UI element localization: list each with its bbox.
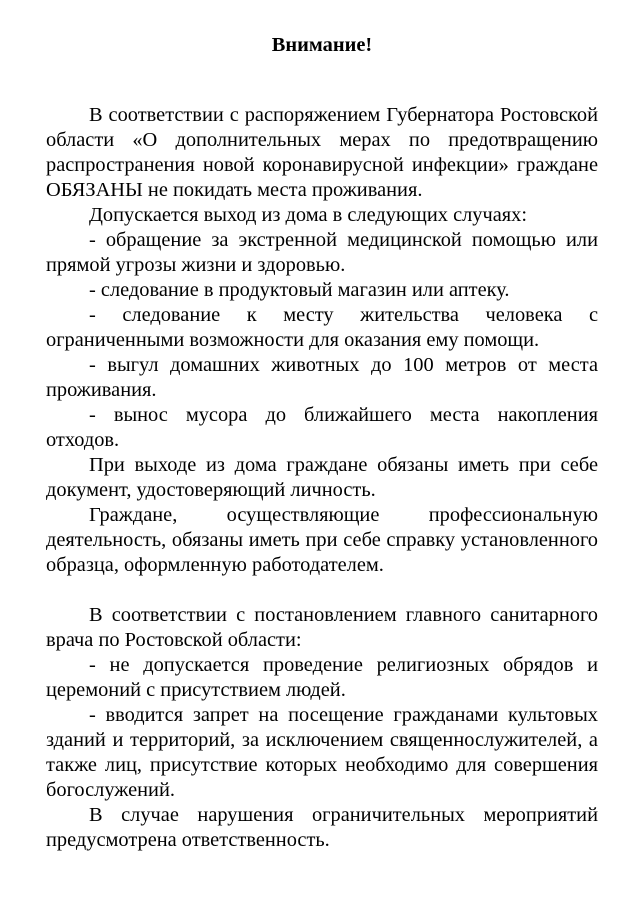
exit-case-medical: - обращение за экстренной медицинской помощью или прямой угрозы жизни и здоровью. [46, 229, 598, 276]
religious-ceremonies-ban: - не допускается проведение религиозных обрядов и церемоний с присутствием людей. [46, 654, 598, 701]
exit-case-shop: - следование в продуктовый магазин или аптеку. [89, 279, 510, 301]
exit-case-pets: - выгул домашних животных до 100 метров от места проживания. [46, 354, 598, 401]
section-divider-space [46, 578, 598, 603]
allowed-exits-heading: Допускается выход из дома в следующих случаях: [89, 204, 528, 226]
decree-intro-paragraph: В соответствии с распоряжением Губернатора Ростовской области «О дополнительных мерах по предотвращению распространения новой коронавирусной инфекции» граждане ОБЯЗАНЫ не покидать места проживания. [46, 104, 598, 201]
sanitary-decree-intro: В соответствии с постановлением главного санитарного врача по Ростовской области: [46, 604, 598, 651]
document-title: Внимание! [271, 34, 373, 56]
exit-case-trash: - вынос мусора до ближайшего места накопления отходов. [46, 404, 598, 451]
religious-buildings-ban: - вводится запрет на посещение гражданами культовых зданий и территорий, за исключением священнослужителей, а также лиц, присутствие которых необходимо для совершения богослужений. [46, 704, 598, 801]
id-document-paragraph: При выходе из дома граждане обязаны иметь при себе документ, удостоверяющий личность. [46, 454, 598, 501]
liability-paragraph: В случае нарушения ограничительных мероприятий предусмотрена ответственность. [46, 804, 598, 851]
exit-case-care: - следование к месту жительства человека с ограниченными возможности для оказания ему помощи. [46, 304, 598, 351]
work-certificate-paragraph: Граждане, осуществляющие профессиональную деятельность, обязаны иметь при себе справку установленного образца, оформленную работодателем. [46, 504, 598, 576]
notice-document [46, 32, 598, 853]
